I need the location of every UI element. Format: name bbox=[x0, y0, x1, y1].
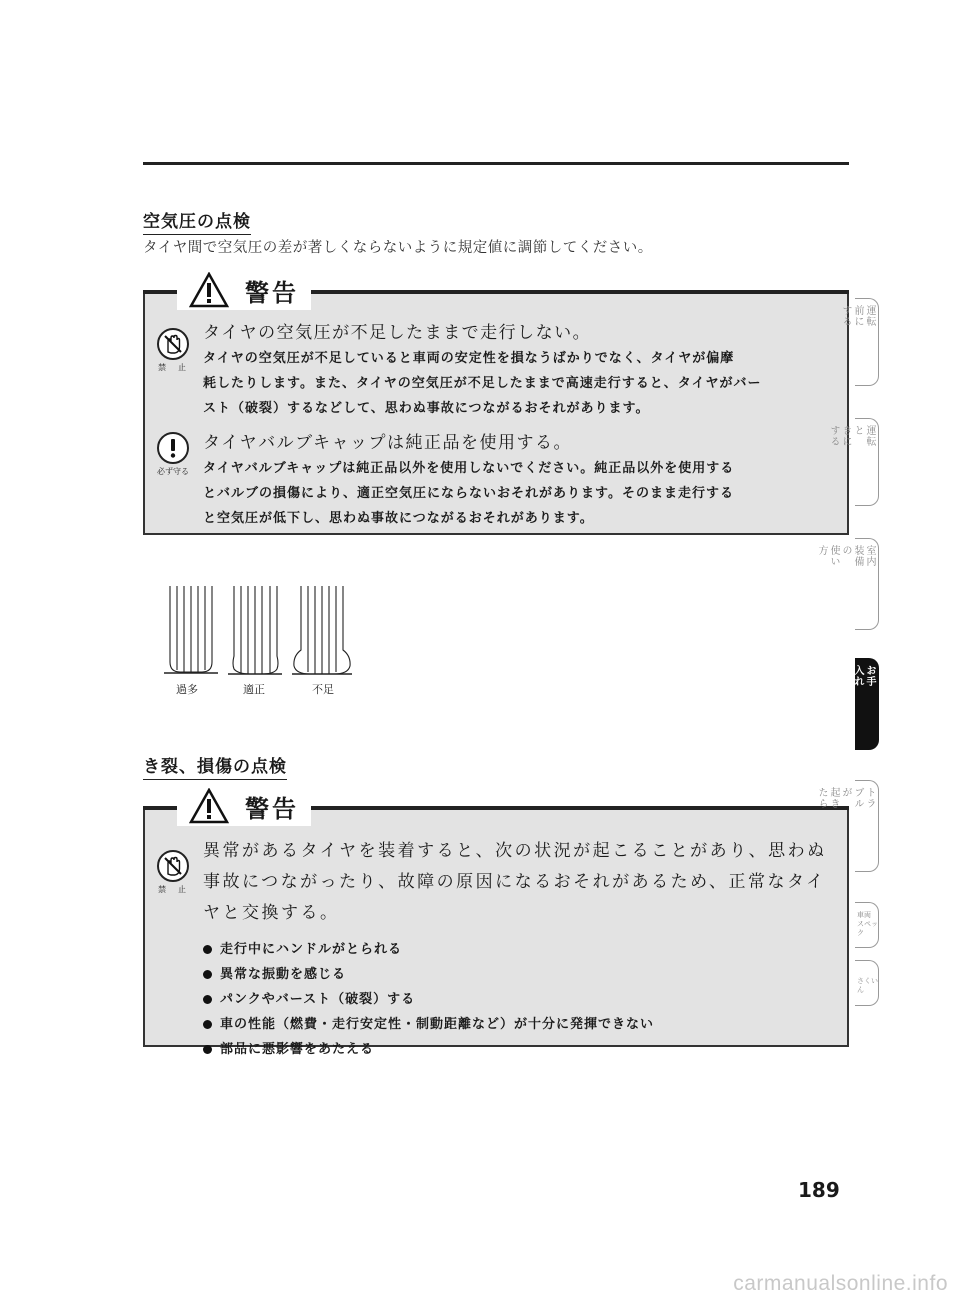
bullet-icon bbox=[203, 945, 212, 954]
warning-item-title: タイヤの空気圧が不足したままで走行しない。 bbox=[203, 323, 592, 343]
icon-caption: 禁 止 bbox=[158, 363, 188, 372]
body-line: スト（破裂）するなどして、思わぬ事故につながるおそれがあります。 bbox=[203, 401, 650, 416]
bullet-icon bbox=[203, 995, 212, 1004]
body-line: 耗したりします。また、タイヤの空気圧が不足したままで高速走行すると、タイヤがバー bbox=[203, 376, 762, 391]
body-line: と空気圧が低下し、思わぬ事故につながるおそれがあります。 bbox=[203, 511, 594, 526]
bullet-icon bbox=[203, 1045, 212, 1054]
warning-header-1 bbox=[177, 270, 311, 310]
top-rule bbox=[143, 162, 849, 165]
tire-pressure-diagram bbox=[160, 576, 360, 696]
page-number: 189 bbox=[798, 1178, 840, 1202]
tire-label-correct: 適正 bbox=[243, 683, 265, 696]
watermark: carmanualsonline.info bbox=[733, 1272, 948, 1295]
body-line: タイヤの空気圧が不足していると車両の安定性を損なうばかりでなく、タイヤが偏摩 bbox=[203, 351, 735, 366]
warning-label: 警告 bbox=[245, 278, 299, 307]
side-tab-maintenance[interactable]: お手 入れ の しか た bbox=[855, 658, 879, 750]
warning-main-text bbox=[203, 836, 839, 929]
section-title-air-pressure: 空気圧の点検 bbox=[143, 207, 251, 235]
side-tab-index[interactable]: さくいん bbox=[855, 960, 879, 1006]
side-tab-while-driving[interactable]: 運転 と きに する bbox=[855, 418, 879, 506]
tire-label-underinflated: 不足 bbox=[312, 683, 334, 696]
main-line: 事故につながったり、故障の原因になるおそれがあるため、正常なタイ bbox=[203, 872, 826, 892]
body-line: とバルブの損傷により、適正空気圧にならないおそれがあります。そのまま走行する bbox=[203, 486, 734, 501]
list-item: パンクやバースト（破裂）する bbox=[203, 987, 839, 1012]
prohibited-hand-icon bbox=[157, 850, 189, 882]
tire-correct bbox=[228, 586, 282, 674]
bullet-icon bbox=[203, 1020, 212, 1029]
list-item: 部品に悪影響をあたえる bbox=[203, 1037, 839, 1062]
tire-label-overinflated: 過多 bbox=[176, 683, 198, 696]
warning-triangle-icon bbox=[189, 272, 229, 308]
warning-box-1 bbox=[143, 278, 849, 535]
warning-item-body bbox=[203, 456, 839, 531]
side-tab-interior-equipment[interactable]: 室内 装備 の 使い 方 bbox=[855, 538, 879, 630]
section-title-crack-damage: き裂、損傷の点検 bbox=[143, 752, 287, 780]
warning-triangle-icon bbox=[189, 788, 229, 824]
list-item: 異常な振動を感じる bbox=[203, 962, 839, 987]
icon-caption: 禁 止 bbox=[158, 885, 188, 894]
prohibited-hand-icon bbox=[157, 328, 189, 360]
main-line: 異常があるタイヤを装着すると、次の状況が起こることがあり、思わぬ bbox=[203, 841, 827, 861]
tire-overinflated bbox=[164, 586, 218, 673]
warning-label: 警告 bbox=[245, 794, 299, 823]
side-tab-before-driving[interactable]: 運転 前に する bbox=[855, 298, 879, 386]
intro-text: タイヤ間で空気圧の差が著しくならないように規定値に調節してください。 bbox=[143, 240, 653, 256]
tire-underinflated bbox=[292, 586, 352, 674]
warning-bullet-list bbox=[203, 937, 839, 1062]
body-line: タイヤバルブキャップは純正品以外を使用しないでください。純正品以外を使用する bbox=[203, 461, 735, 476]
warning-box-2 bbox=[143, 794, 849, 1057]
list-item: 車の性能（燃費・走行安定性・制動距離など）が十分に発揮できない bbox=[203, 1012, 839, 1037]
icon-caption: 必ず守る bbox=[157, 467, 189, 476]
warning-header-2 bbox=[177, 786, 311, 826]
bullet-icon bbox=[203, 970, 212, 979]
exclamation-mandatory-icon bbox=[157, 432, 189, 464]
warning-item-body bbox=[203, 346, 839, 421]
side-tab-specifications[interactable]: 車両 スペック bbox=[855, 902, 879, 948]
side-tab-troubleshooting[interactable]: トラ ブル が 起き たら bbox=[855, 780, 879, 872]
list-item: 走行中にハンドルがとられる bbox=[203, 937, 839, 962]
main-line: ヤと交換する。 bbox=[203, 903, 340, 923]
warning-item-title: タイヤバルブキャップは純正品を使用する。 bbox=[203, 433, 572, 453]
